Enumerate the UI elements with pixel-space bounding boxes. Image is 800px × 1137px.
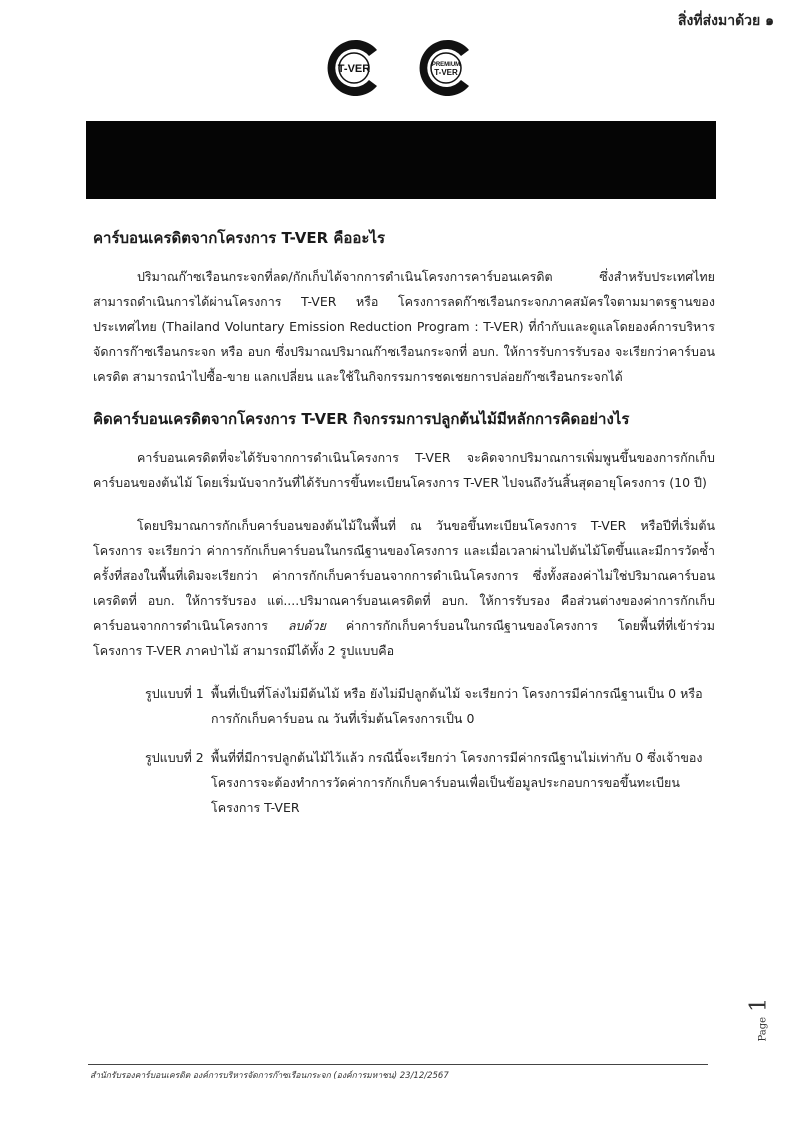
footer-text: สำนักรับรองคาร์บอนเครดิต องค์การบริหารจัดการก๊าซเรือนกระจก (องค์การมหาชน) 23/12/2567: [90, 1071, 449, 1081]
paragraph-2-emphasis: ลบด้วย: [287, 618, 326, 633]
pattern-item-1-text: พื้นที่เป็นที่โล่งไม่มีต้นไม้ หรือ ยังไม่มีปลูกต้นไม้ จะเรียกว่า โครงการมีค่ากรณีฐานเป็น 0 หรือการกักเก็บคาร์บอน ณ วันที่เริ่มต้นโครงการเป็น 0: [211, 686, 703, 726]
premium-logo-top: PREMIUM: [431, 62, 461, 68]
section-2-heading: คิดคาร์บอนเครดิตจากโครงการ T-VER กิจกรรมการปลูกต้นไม้มีหลักการคิดอย่างไร: [93, 410, 630, 428]
document-body: [93, 226, 715, 834]
section-1-paragraph: ปริมาณก๊าซเรือนกระจกที่ลด/กักเก็บได้จากการดำเนินโครงการคาร์บอนเครดิต ซึ่งสำหรับประเทศไทยสามารถดำเนินการได้ผ่านโครงการ T-VER หรือ โครงการลดก๊าซเรือนกระจกภาคสมัครใจตามมาตรฐานของประเทศไทย (Thailand Voluntary Emission Reduction Program : T-VER) ที่กำกับและดูแลโดยองค์การบริหารจัดการก๊าซเรือนกระจก หรือ อบก ซึ่งปริมาณปริมาณก๊าซเรือนกระจกที่ อบก. ให้การรับการรับรอง จะเรียกว่าคาร์บอนเครดิต สามารถนำไปซื้อ-ขาย แลกเปลี่ยน และใช้ในกิจกรรมการชดเชยการปล่อยก๊าซเรือนกระจกได้: [93, 269, 715, 384]
attachment-label: สิ่งที่ส่งมาด้วย ๑: [678, 13, 774, 29]
pattern-item-2-label: รูปแบบที่ 2: [145, 750, 204, 765]
tver-logo: [319, 36, 389, 100]
page-number-mark: [744, 990, 774, 1040]
pattern-item-1-label: รูปแบบที่ 1: [145, 686, 204, 701]
title-banner: [86, 121, 716, 199]
pattern-item-2-text: พื้นที่ที่มีการปลูกต้นไม้ไว้แล้ว กรณีนี้จะเรียกว่า โครงการมีค่ากรณีฐานไม่เท่ากับ 0 ซึ่งเจ้าของโครงการจะต้องทำการวัดค่าการกักเก็บคาร์บอนเพื่อเป็นข้อมูลประกอบการขอขึ้นทะเบียนโครงการ T-VER: [211, 750, 703, 815]
section-2-paragraph-2: [93, 513, 715, 663]
section-1-heading: คาร์บอนเครดิตจากโครงการ T-VER คืออะไร: [93, 229, 386, 247]
page-number: 1: [746, 997, 772, 1012]
section-2-paragraph-1: คาร์บอนเครดิตที่จะได้รับจากการดำเนินโครงการ T-VER จะคิดจากปริมาณการเพิ่มพูนขึ้นของการกักเก็บคาร์บอนของต้นไม้ โดยเริ่มนับจากวันที่ได้รับการขึ้นทะเบียนโครงการ T-VER ไปจนถึงวันสิ้นสุดอายุโครงการ (10 ปี): [93, 450, 715, 490]
tver-logo-text: T-VER: [337, 63, 371, 75]
paragraph-2-part-a: โดยปริมาณการกักเก็บคาร์บอนของต้นไม้ในพื้นที่ ณ วันขอขึ้นทะเบียนโครงการ T-VER หรือปีที่เริ่มต้นโครงการ จะเรียกว่า ค่าการกักเก็บคาร์บอนในกรณีฐานของโครงการ และเมื่อเวลาผ่านไปต้นไม้โตขึ้นและมีการวัดซ้ำครั้งที่สองในพื้นที่เดิมจะเรียกว่า ค่าการกักเก็บคาร์บอนจากการดำเนินโครงการ ซึ่งทั้งสองค่าไม่ใช่ปริมาณคาร์บอนเครดิตที่ อบก. ให้การรับรอง แต่....ปริมาณคาร์บอนเครดิตที่ อบก. ให้การรับรอง คือส่วนต่างของค่าการกักเก็บคาร์บอนจากการดำเนินโครงการ: [93, 518, 715, 633]
logo-group: [0, 36, 800, 100]
pattern-item-1: [93, 681, 715, 731]
footer-divider: [88, 1064, 708, 1065]
paragraph-2-part-b: ค่าการกักเก็บคาร์บอนในกรณีฐานของโครงการ โดยพื้นที่ที่เข้าร่วมโครงการ T-VER ภาคป่าไม้ สามารถมีได้ทั้ง 2 รูปแบบคือ: [93, 618, 715, 658]
premium-logo-bottom: T-VER: [434, 68, 458, 77]
page-word: Page: [757, 1016, 769, 1042]
premium-tver-logo: [411, 36, 481, 100]
pattern-item-2: [93, 745, 715, 820]
